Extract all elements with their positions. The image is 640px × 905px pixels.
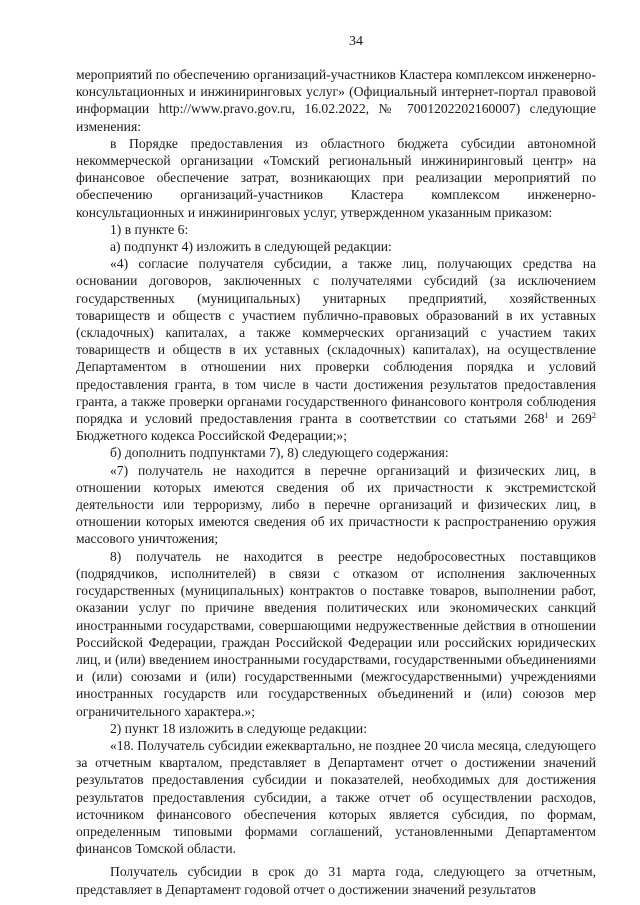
paragraph-subpoint-8: 8) получатель не находится в реестре недобросовестных поставщиков (подрядчиков, исполнителей) в связи с отказом от исполнения заключенных государственных (муниципальных) контрактов о поставке товаров, выполнении работ, оказании услуг по причине введения политических или экономических санкций иностранными государствами, совершающими недружественные действия в отношении Российской Федерации, граждан Российской Федерации или российских юридических лиц, и (или) введением иностранными государствами, государственными объединениями и (или) союзами и (или) государственными (межгосударственными) учреждениями иностранных государств или государственных объединений и (или) союзов мер ограничительного характера.»; (76, 548, 596, 719)
paragraph-subitem-a: а) подпункт 4) изложить в следующей редакции: (110, 239, 392, 255)
subpoint-4-tail: Бюджетного кодекса Российской Федерации;»; (76, 428, 347, 444)
paragraph-annual-report: Получатель субсидии в срок до 31 марта года, следующего за отчетным, представляет в Департамент годовой отчет о достижении значений результатов (76, 864, 596, 897)
paragraph-item-2: 2) пункт 18 изложить в следующе редакции: (110, 720, 367, 736)
paragraph-subitem-b: б) дополнить подпунктами 7), 8) следующего содержания: (110, 445, 449, 461)
paragraph-intro: мероприятий по обеспечению организаций-участников Кластера комплексом инженерно-консультационных и инжиниринговых услуг» (Официальный интернет-портал правовой информации http://www.pravo.gov.ru, 16.02.2022, № 7001202202160007) следующие изменения: (76, 67, 596, 134)
paragraph-subpoint-4 (76, 255, 596, 444)
footnote-sup-2: 2 (591, 410, 596, 421)
paragraph-procedure: в Порядке предоставления из областного бюджета субсидии автономной некоммерческой организации «Томский региональный инжиниринговый центр» на финансовое обеспечение затрат, возникающих при реализации мероприятий по обеспечению организаций-участников Кластера комплексом инженерно-консультационных и инжиниринговых услуг, утвержденном указанным приказом: (76, 135, 596, 220)
subpoint-4-text: «4) согласие получателя субсидии, а также лиц, получающих средства на основании договоров, заключенных с получателями субсидий (за исключением государственных (муниципальных) унитарных предприятий, хозяйственных товариществ и обществ с участием публично-правовых образований в их уставных (складочных) капиталах, а также коммерческих организаций с участием таких товариществ и обществ в их уставных (складочных) капиталах), на осуществление Департаментом в отношении них проверки соблюдения порядка и условий предоставления гранта, в том числе в части достижения результатов предоставления гранта, а также проверки органами государственного финансового контроля соблюдения порядка и условий предоставления гранта в соответствии со статьями 268 (76, 256, 596, 427)
paragraph-item-1: 1) в пункте 6: (110, 221, 189, 237)
subpoint-4-mid: и 269 (548, 411, 592, 427)
document-body (76, 66, 596, 898)
paragraph-subpoint-7: «7) получатель не находится в перечне организаций и физических лиц, в отношении которых имеются сведения об их причастности к экстремистской деятельности или терроризму, либо в перечне организаций и физических лиц, в отношении которых имеются сведения об их причастности к распространению оружия массового уничтожения; (76, 462, 596, 547)
paragraph-point-18: «18. Получатель субсидии ежеквартально, не позднее 20 числа месяца, следующего за отчетным кварталом, представляет в Департамент отчет о достижении значений результатов предоставления субсидии и показателей, необходимых для достижения результатов предоставления субсидии, а также отчет об осуществлении расходов, источником финансового обеспечения которых является субсидия, по формам, определенным типовыми формами соглашений, установленными Департаментом финансов Томской области. (76, 737, 596, 857)
footnote-sup-1: 1 (544, 410, 549, 421)
page-number: 34 (349, 34, 363, 49)
